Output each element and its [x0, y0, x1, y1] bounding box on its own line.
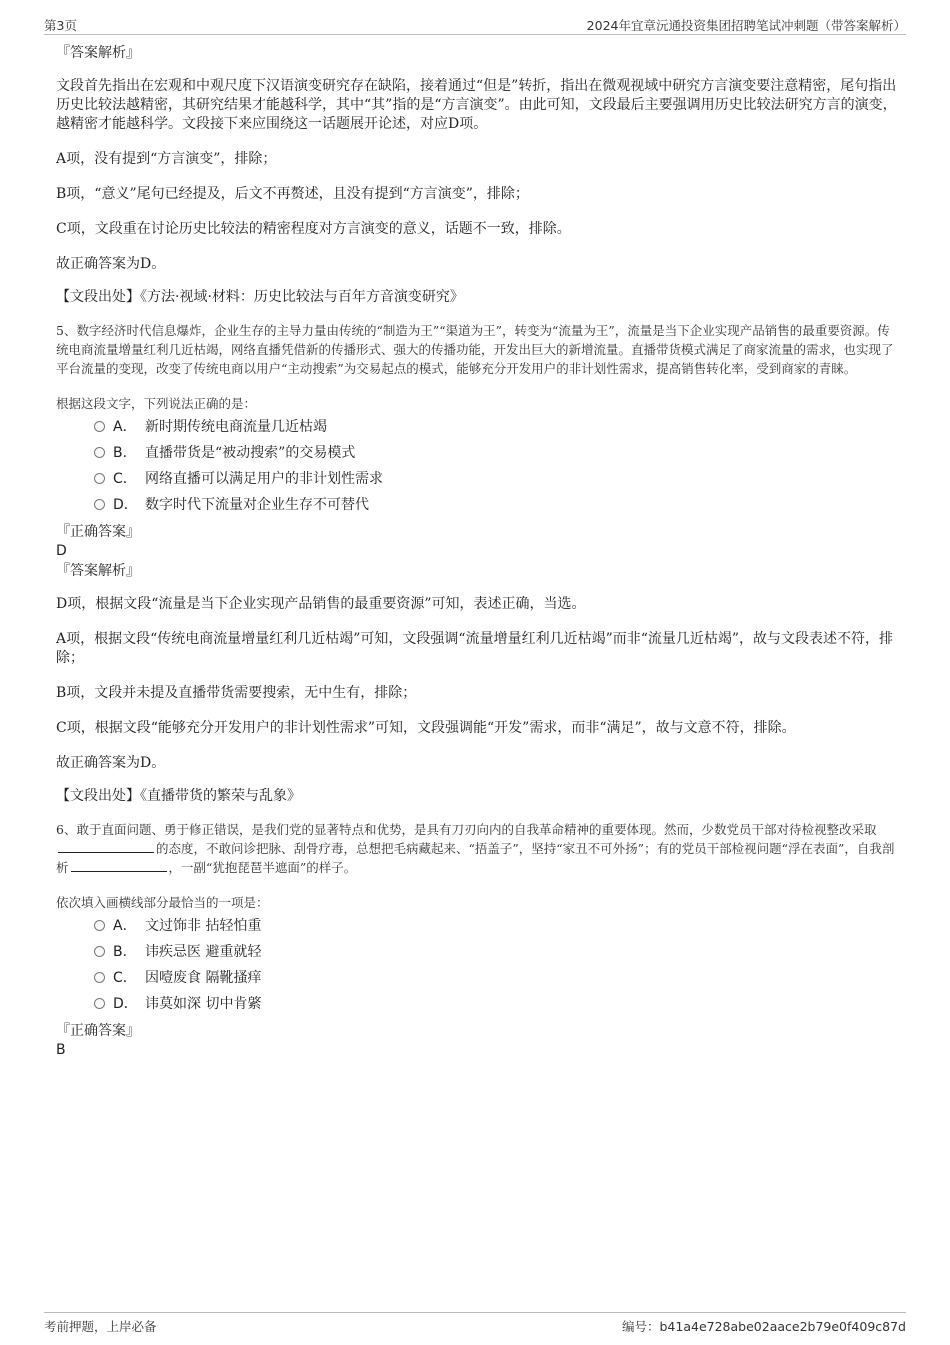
- document-title: 2024年宜章沅通投资集团招聘笔试冲刺题（带答案解析）: [586, 18, 906, 33]
- option-text: 讳疾忌医 避重就轻: [145, 944, 262, 960]
- option-text: 网络直播可以满足用户的非计划性需求: [145, 471, 383, 487]
- radio-button-icon[interactable]: [94, 473, 105, 484]
- correct-answer-label: 『正确答案』: [56, 524, 140, 540]
- radio-button-icon[interactable]: [94, 972, 105, 983]
- correct-answer: B: [56, 1042, 66, 1058]
- conclusion: 故正确答案为D。: [56, 256, 166, 272]
- option-a-note: A项，根据文段“传统电商流量增量红利几近枯竭”可知，文段强调“流量增量红利几近枯竭”而非“流量几近枯竭”，故与文段表述不符，排除；: [56, 631, 894, 666]
- main-content: [56, 44, 898, 1059]
- fill-blank-1: [58, 840, 154, 853]
- analysis-text: 文段首先指出在宏观和中观尺度下汉语演变研究存在缺陷，接着通过“但是”转折，指出在微观视域中研究方言演变要注意精密，尾句指出历史比较法越精密，其研究结果才能越科学，其中“其”指的是“方言演变”。由此可知，文段最后主要强调用历史比较法研究方言的演变，越精密才能越科学。文段接下来应围绕这一话题展开论述，对应D项。: [56, 78, 897, 132]
- option-b[interactable]: B． 讳疾忌医 避重就轻: [94, 938, 898, 964]
- radio-button-icon[interactable]: [94, 447, 105, 458]
- radio-button-icon[interactable]: [94, 920, 105, 931]
- document-code: 编号：b41a4e728abe02aace2b79e0f409c87d: [622, 1319, 906, 1334]
- question-5-prompt: 根据这段文字，下列说法正确的是：: [56, 396, 257, 411]
- radio-button-icon[interactable]: [94, 946, 105, 957]
- option-c[interactable]: C． 网络直播可以满足用户的非计划性需求: [94, 465, 898, 491]
- option-a[interactable]: A． 新时期传统电商流量几近枯竭: [94, 413, 898, 439]
- conclusion: 故正确答案为D。: [56, 755, 166, 771]
- correct-answer-label: 『正确答案』: [56, 1023, 140, 1039]
- page-number: 第3页: [44, 18, 77, 33]
- question-6-prompt: 依次填入画横线部分最恰当的一项是：: [56, 895, 269, 910]
- fill-blank-2: [71, 859, 167, 872]
- footer-slogan: 考前押题，上岸必备: [44, 1319, 157, 1334]
- option-d[interactable]: D． 数字时代下流量对企业生存不可替代: [94, 491, 898, 517]
- option-text: 文过饰非 拈轻怕重: [145, 918, 262, 934]
- option-c-note: C项，文段重在讨论历史比较法的精密程度对方言演变的意义，话题不一致，排除。: [56, 221, 571, 237]
- option-a-note: A项，没有提到“方言演变”，排除；: [56, 151, 277, 167]
- analysis-label: 『答案解析』: [56, 45, 140, 61]
- option-text: 直播带货是“被动搜索”的交易模式: [145, 445, 356, 461]
- option-text: 讳莫如深 切中肯綮: [145, 996, 262, 1012]
- radio-button-icon[interactable]: [94, 421, 105, 432]
- question-6-options: [94, 912, 898, 1016]
- option-text: 数字时代下流量对企业生存不可替代: [145, 497, 369, 513]
- radio-button-icon[interactable]: [94, 998, 105, 1009]
- source-note: 【文段出处】《直播带货的繁荣与乱象》: [56, 788, 301, 804]
- question-6-stem: 6、敢于直面问题、勇于修正错误，是我们党的显著特点和优势，是具有刀刃向内的自我革命精神的重要体现。然而，少数党员干部对待检视整改采取的态度，不敢问诊把脉、刮骨疗毒，总想把毛病藏起来、“捂盖子”，坚持“家丑不可外扬”；有的党员干部检视问题“浮在表面”，自我剖析 ，一副“犹抱琵琶半遮面”的样子。: [56, 822, 895, 875]
- radio-button-icon[interactable]: [94, 499, 105, 510]
- page-footer: [44, 1312, 906, 1335]
- option-text: 因噎废食 隔靴搔痒: [145, 970, 262, 986]
- option-b-note: B项，“意义”尾句已经提及，后文不再赘述，且没有提到“方言演变”，排除；: [56, 186, 529, 202]
- option-d-note: D项，根据文段“流量是当下企业实现产品销售的最重要资源”可知，表述正确，当选。: [56, 596, 586, 612]
- page-header: [44, 16, 906, 35]
- question-5-stem: 5、数字经济时代信息爆炸，企业生存的主导力量由传统的“制造为王”“渠道为王”，转变为“流量为王”，流量是当下企业实现产品销售的最重要资源。传统电商流量增量红利几近枯竭，网络直播凭借新的传播形式、强大的传播功能，开发出巨大的新增流量。直播带货模式满足了商家流量的需求，也实现了平台流量的变现，改变了传统电商以用户“主动搜索”为交易起点的模式，能够充分开发用户的非计划性需求，提高销售转化率，受到商家的青睐。: [56, 323, 894, 376]
- analysis-label: 『答案解析』: [56, 563, 140, 579]
- option-c-note: C项，根据文段“能够充分开发用户的非计划性需求”可知，文段强调能“开发”需求，而非“满足”，故与文意不符，排除。: [56, 720, 796, 736]
- option-a[interactable]: A． 文过饰非 拈轻怕重: [94, 912, 898, 938]
- option-text: 新时期传统电商流量几近枯竭: [145, 419, 327, 435]
- question-5-options: [94, 413, 898, 517]
- source-note: 【文段出处】《方法·视域·材料：历史比较法与百年方音演变研究》: [56, 289, 464, 305]
- correct-answer: D: [56, 543, 67, 559]
- option-c[interactable]: C． 因噎废食 隔靴搔痒: [94, 964, 898, 990]
- option-d[interactable]: D． 讳莫如深 切中肯綮: [94, 990, 898, 1016]
- option-b[interactable]: B． 直播带货是“被动搜索”的交易模式: [94, 439, 898, 465]
- option-b-note: B项，文段并未提及直播带货需要搜索，无中生有，排除；: [56, 685, 417, 701]
